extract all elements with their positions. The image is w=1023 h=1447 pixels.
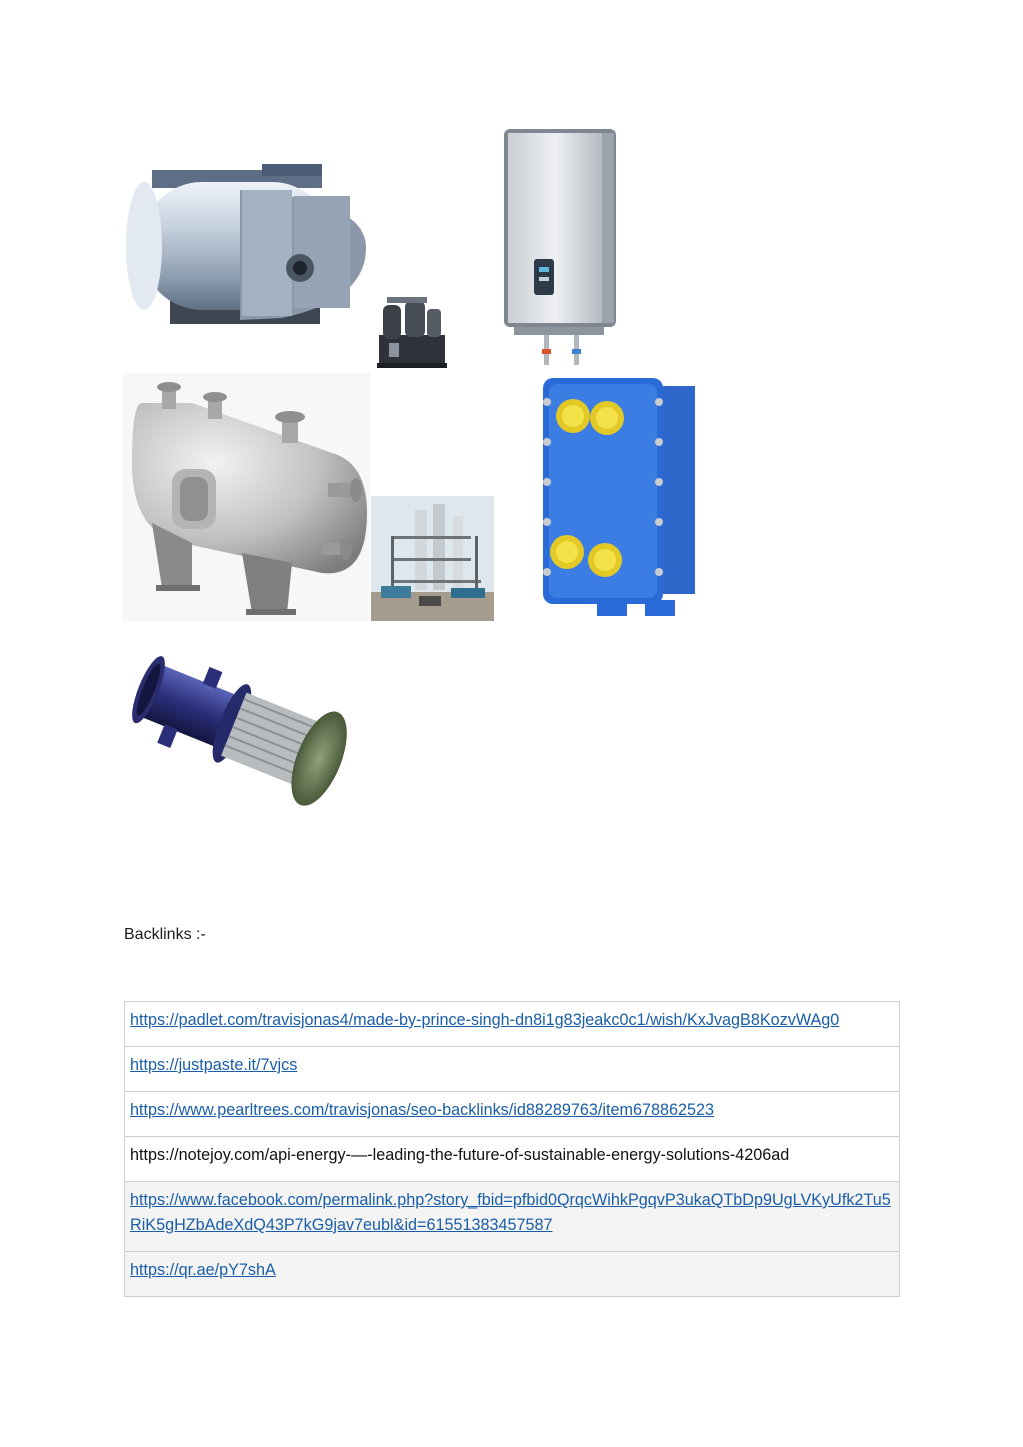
table-row (125, 1092, 900, 1137)
backlink-quora[interactable]: https://qr.ae/pY7shA (130, 1261, 276, 1279)
backlink-padlet[interactable]: https://padlet.com/travisjonas4/made-by-prince-singh-dn8i1g83jeakc0c1/wish/KxJvagB8KozvWAg0 (130, 1011, 840, 1029)
industrial-boiler-image (122, 150, 370, 340)
table-cell (125, 1047, 900, 1092)
pressure-vessel-image (122, 373, 370, 621)
backlink-notejoy-text: https://notejoy.com/api-energy-—-leading-the-future-of-sustainable-energy-solutions-4206ad (130, 1146, 790, 1164)
table-row (125, 1137, 900, 1182)
shell-tube-heat-exchanger-image (124, 656, 368, 828)
table-cell (125, 1137, 900, 1182)
table-row (125, 1182, 900, 1252)
backlink-justpaste[interactable]: https://justpaste.it/7vjcs (130, 1056, 298, 1074)
table-cell (125, 1182, 900, 1252)
water-heater-image (500, 127, 620, 371)
plate-heat-exchanger-image (533, 372, 699, 620)
backlinks-table (124, 1001, 900, 1297)
table-cell (125, 1002, 900, 1047)
evaporation-plant-image (371, 496, 494, 621)
table-cell (125, 1092, 900, 1137)
table-row (125, 1002, 900, 1047)
table-row (125, 1252, 900, 1297)
table-row (125, 1047, 900, 1092)
chiller-unit-image (373, 293, 449, 373)
backlink-facebook[interactable]: https://www.facebook.com/permalink.php?story_fbid=pfbid0QrqcWihkPgqvP3ukaQTbDp9UgLVKyUfk2Tu5RiK5gHZbAdeXdQ43P7kG9jav7eubl&id=61551383457587 (130, 1191, 891, 1234)
backlinks-heading: Backlinks :- (124, 926, 206, 943)
table-cell (125, 1252, 900, 1297)
backlink-pearltrees[interactable]: https://www.pearltrees.com/travisjonas/seo-backlinks/id88289763/item678862523 (130, 1101, 714, 1119)
